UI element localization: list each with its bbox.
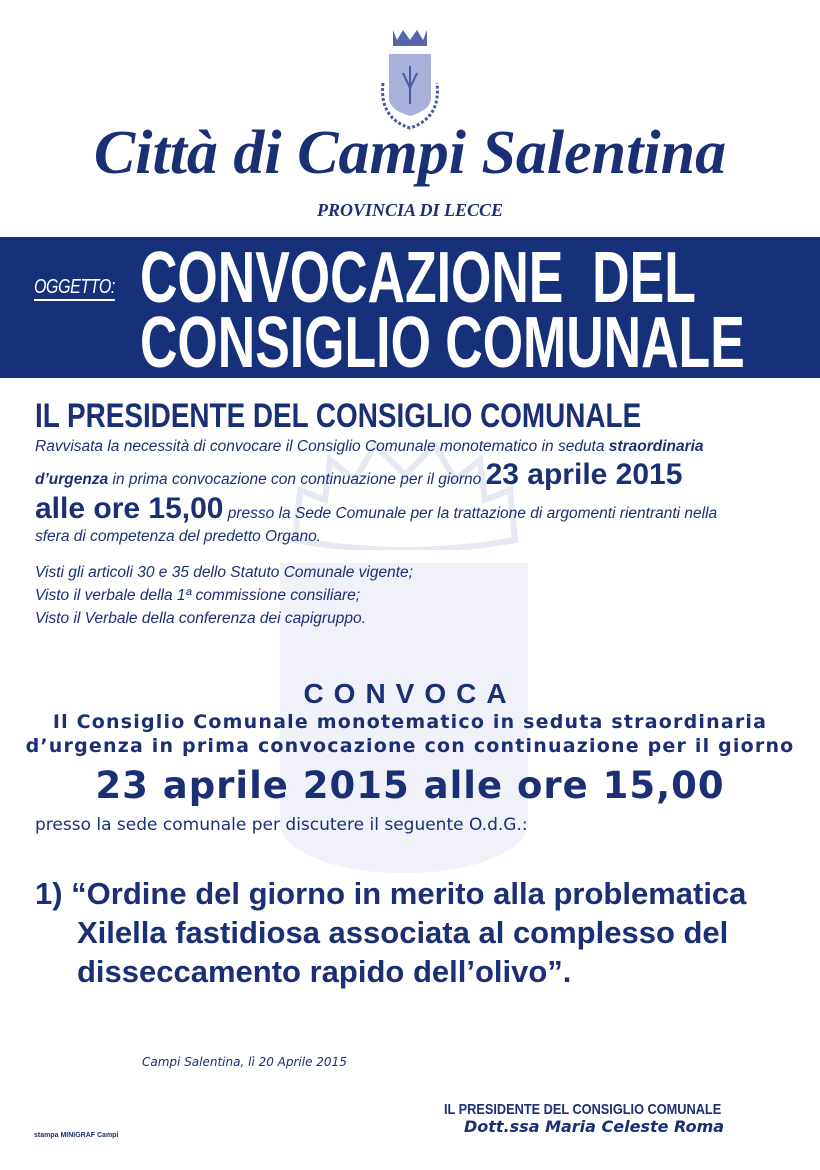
convoca-line: d’urgenza in prima convocazione con continuazione per il giorno — [25, 735, 795, 757]
printer-credit: stampa MINIGRAF Campi — [34, 1132, 119, 1139]
meeting-time: alle ore 15,00 — [35, 492, 224, 525]
convoca-heading: CONVOCA — [303, 678, 517, 709]
text: Ravvisata la necessità di convocare il Consiglio Comunale monotematico in seduta — [35, 438, 609, 455]
signer-title: IL PRESIDENTE DEL CONSIGLIO COMUNALE — [444, 1101, 722, 1118]
paragraph-line — [35, 492, 717, 526]
visti-line: Visto il verbale della 1ª commissione consiliare; — [35, 587, 361, 604]
paragraph-line: sfera di competenza del predetto Organo. — [35, 528, 322, 545]
presso-line: presso la sede comunale per discutere il seguente O.d.G.: — [35, 815, 528, 835]
place-date: Campi Salentina, lì 20 Aprile 2015 — [142, 1055, 347, 1069]
city-title: Città di Campi Salentina — [93, 119, 727, 187]
president-heading: IL PRESIDENTE DEL CONSIGLIO COMUNALE — [35, 397, 642, 435]
subject-label: OGGETTO: — [34, 276, 115, 301]
subject-title-line1: CONVOCAZIONE DEL — [140, 238, 696, 318]
meeting-datetime: 23 aprile 2015 alle ore 15,00 — [95, 764, 725, 807]
visti-line: Visto il Verbale della conferenza dei capigruppo. — [35, 610, 366, 627]
convoca-line: Il Consiglio Comunale monotematico in seduta straordinaria — [52, 711, 768, 733]
agenda-item-line: Xilella fastidiosa associata al complesso del — [77, 915, 729, 950]
paragraph-line — [35, 458, 682, 492]
subject-title-line2: CONSIGLIO COMUNALE — [140, 303, 745, 383]
visti-line: Visti gli articoli 30 e 35 dello Statuto Comunale vigente; — [35, 564, 413, 581]
signer-name: Dott.ssa Maria Celeste Roma — [464, 1117, 725, 1136]
text: presso la Sede Comunale per la trattazione di argomenti rientranti nella — [223, 505, 718, 522]
meeting-date: 23 aprile 2015 — [485, 458, 683, 491]
emphasis: d’urgenza — [35, 471, 109, 488]
agenda-item-line: 1) “Ordine del giorno in merito alla problematica — [35, 876, 747, 911]
paragraph-line — [35, 438, 704, 456]
emphasis: straordinaria — [608, 438, 704, 455]
text: in prima convocazione con continuazione per il giorno — [108, 471, 486, 488]
agenda-item-line: disseccamento rapido dell’olivo”. — [77, 954, 572, 989]
province: PROVINCIA DI LECCE — [316, 200, 504, 220]
